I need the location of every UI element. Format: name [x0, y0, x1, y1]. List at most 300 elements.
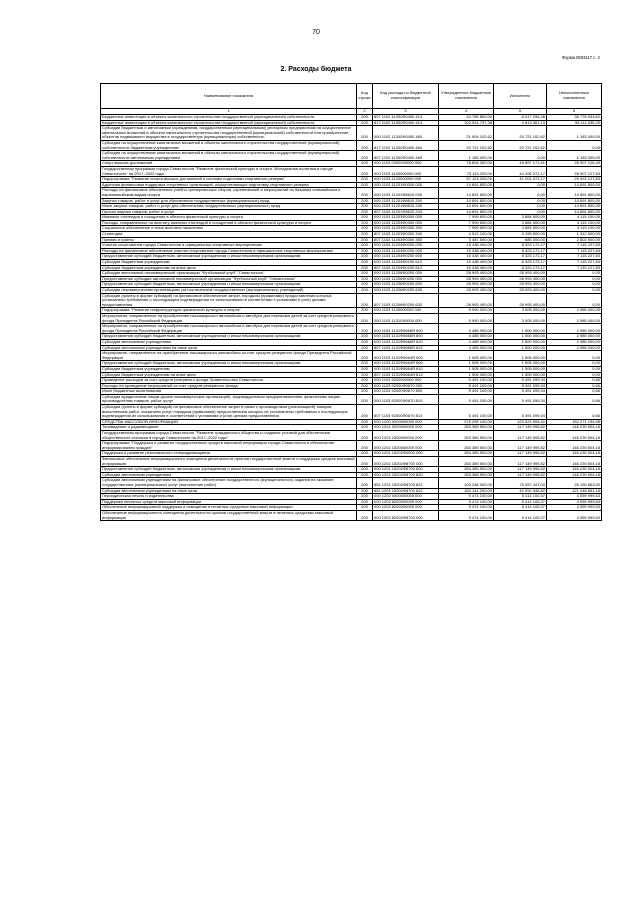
- row-approved: 14 691 800,00: [439, 188, 494, 198]
- row-line-code: 200: [357, 140, 373, 150]
- row-name: Финансовое обеспечение информационного освещения деятельности органов государственной власти и поддержка средств массовой информации: [102, 456, 355, 466]
- row-unexecuted: 146 239 504,18: [547, 441, 602, 451]
- row-line-code: 200: [357, 198, 373, 204]
- table-row: [101, 140, 602, 150]
- row-line-code: 200: [357, 366, 373, 372]
- row-line-code: 200: [357, 467, 373, 473]
- row-classification-code: 000 1202 0000000000 000: [373, 494, 439, 500]
- row-classification-code: 807 1103 11203Ф0300 350: [373, 237, 439, 243]
- row-executed: 0,00: [494, 182, 547, 188]
- table-row: [101, 313, 602, 323]
- row-line-code: 200: [357, 254, 373, 260]
- row-classification-code: 807 1102 11302Ф0400 465: [373, 151, 439, 161]
- row-classification-code: 000 1103 9200000000 000: [373, 378, 439, 384]
- row-approved: 5 491 100,00: [439, 389, 494, 395]
- row-unexecuted: 0,00: [547, 361, 602, 367]
- row-approved: 20 721 102,62: [439, 140, 494, 150]
- row-executed: 0,00: [494, 204, 547, 210]
- row-classification-code: 000 1103 92000Ф0670 810: [373, 394, 439, 404]
- row-executed: 117 149 995,82: [494, 431, 547, 441]
- row-executed: 1 500 000,00: [494, 334, 547, 340]
- row-executed: 4 813 361,13: [494, 120, 547, 126]
- row-approved: 263 389 500,00: [439, 472, 494, 478]
- row-name: Субсидии бюджетным и автономным учреждениям, государственным (муниципальным) унитарным предприятиям на осуществление капитальных вложений в объекты капитального строительства государственной (муниципальной) собственности или приобретение объектов недвижимого имущества в государственную (муниципальную) собственность: [101, 126, 357, 141]
- row-approved: 1 505 000,00: [439, 372, 494, 378]
- row-executed: 8 017 256,38: [494, 115, 547, 121]
- row-approved: 100 248 300,00: [439, 478, 494, 488]
- row-classification-code: 807 1103 1131Ф5664Я 612: [373, 372, 439, 378]
- row-unexecuted: 0,66: [547, 405, 602, 420]
- header-executed: Исполнено: [494, 84, 547, 109]
- row-line-code: 200: [357, 457, 373, 467]
- row-line-code: 200: [357, 120, 373, 126]
- row-unexecuted: 0,00: [547, 140, 602, 150]
- row-classification-code: 000 1103 1131Ф5664Я 600: [373, 361, 439, 367]
- row-line-code: 200: [357, 204, 373, 210]
- table-body: [101, 115, 602, 521]
- row-executed: 1 505 000,00: [494, 372, 547, 378]
- row-line-code: 200: [357, 441, 373, 451]
- row-classification-code: 000 1103 11204Ф0000 000: [373, 243, 439, 249]
- row-unexecuted: 146 239 504,18: [547, 472, 602, 478]
- row-approved: 14 691 800,00: [439, 182, 494, 188]
- row-name: Адресная финансовая поддержка спортивных организаций, осуществляющих подготовку спортивного резерва: [101, 182, 357, 188]
- row-executed: 8 323 172,17: [494, 265, 547, 271]
- table-row: [101, 478, 602, 488]
- row-executed: 5 491 099,34: [494, 378, 547, 384]
- row-approved: 263 389 500,00: [439, 467, 494, 473]
- row-name: Обеспечение информационного освещения деятельности органов государственной власти в печатных средствах массовой информации: [101, 510, 357, 520]
- row-approved: 9 474 100,00: [439, 510, 494, 520]
- row-classification-code: 807 1103 92000Ф0670 813: [373, 405, 439, 420]
- row-name: Подпрограмма "Поддержка и развитие государственных средств массовой информации города Севастополя и обеспечение информирования граждан": [101, 441, 357, 451]
- row-executed: 1 500 000,00: [494, 324, 547, 334]
- row-line-code: 200: [357, 215, 373, 221]
- row-line-code: 200: [357, 499, 373, 505]
- row-approved: 14 691 800,00: [439, 204, 494, 210]
- row-line-code: 200: [357, 248, 373, 254]
- row-name: Субсидии юридическим лицам (кроме некоммерческих организаций), индивидуальным предпринимателям, физическим лицам - производителям товаров, работ, услуг: [101, 394, 357, 404]
- row-approved: 28 993 400,00: [439, 293, 494, 308]
- row-name: Обеспечение информационной поддержки и освещение в печатных средствах массовой информации: [101, 505, 357, 511]
- row-line-code: 200: [357, 151, 373, 161]
- row-approved: 263 389 500,00: [439, 451, 494, 457]
- row-approved: 4 512 100,00: [439, 232, 494, 238]
- row-classification-code: 000 1103 1131Ф5666Я 600: [373, 334, 439, 340]
- row-name: Проведение расходов за счет средств резервного фонда Правительства Севастополя: [101, 378, 357, 384]
- header-index: 3: [373, 109, 439, 115]
- row-classification-code: 000 1103 1131Ф5666Я 620: [373, 339, 439, 345]
- row-executed: 75 057 447,00: [494, 478, 547, 488]
- row-executed: 5 491 099,34: [494, 389, 547, 395]
- row-name: Субсидии автономным учреждениям на иные цели: [101, 488, 357, 494]
- row-classification-code: 000 1103 11206Ф0200 000: [373, 276, 439, 282]
- form-label: Форма 0503117 с. 2: [561, 55, 600, 60]
- row-line-code: 200: [357, 271, 373, 277]
- row-name: Расходы на финансовое обеспечение учебно-тренировочных сборов, соревнований и мероприятий по базовым олимпийским и паралимпийским видам спорта: [101, 188, 357, 198]
- row-classification-code: 000 1103 11204Ф0200 000: [373, 248, 439, 254]
- row-name: Субсидии автономным учреждениям: [101, 339, 357, 345]
- row-line-code: 200: [357, 431, 373, 441]
- row-line-code: 200: [357, 276, 373, 282]
- row-approved: 14 691 800,00: [439, 198, 494, 204]
- row-executed: 117 149 995,82: [494, 472, 547, 478]
- table-header: [101, 84, 602, 115]
- row-executed: 44 206 072,17: [494, 166, 547, 176]
- row-unexecuted: 146 239 504,18: [547, 431, 602, 441]
- header-line-code: Код строки: [357, 84, 373, 109]
- row-classification-code: 000 1103 1131Ф5666Я 000: [373, 324, 439, 334]
- row-line-code: 200: [357, 339, 373, 345]
- row-unexecuted: 28 907 128,49: [547, 161, 602, 167]
- row-approved: 263 389 500,00: [439, 431, 494, 441]
- row-unexecuted: 146 239 504,18: [547, 451, 602, 457]
- row-unexecuted: 2 985 000,00: [547, 345, 602, 351]
- row-executed: 3 884 500,00: [494, 215, 547, 221]
- row-line-code: 200: [357, 237, 373, 243]
- row-line-code: 200: [357, 324, 373, 334]
- table-row: [101, 457, 602, 467]
- row-approved: 7 999 600,00: [439, 220, 494, 226]
- row-classification-code: 817 1102 11302Ф0400 414: [373, 120, 439, 126]
- row-executed: 0,00: [494, 151, 547, 161]
- row-approved: 28 993 400,00: [439, 276, 494, 282]
- row-executed: 117 149 995,82: [494, 451, 547, 457]
- row-approved: 15 438 400,00: [439, 260, 494, 266]
- row-name: Субсидии (гранты в форме субсидий) на финансовое обеспечение затрат, порядком (правилами) предоставления которых установлено требование о последующем подтверждении их использования в соответствии с условиями и (или) целями предоставления: [101, 293, 357, 308]
- row-executed: 1 500 000,00: [494, 339, 547, 345]
- row-name: Расходы, направленные на выплату именных стипендий и поощрений в области физической культуры и спорта: [101, 220, 357, 226]
- row-name: Субсидии автономным учреждениям: [101, 472, 357, 478]
- row-executed: 28 993 400,00: [494, 293, 547, 308]
- row-approved: 5 990 000,00: [439, 308, 494, 314]
- row-executed: 117 149 995,82: [494, 467, 547, 473]
- row-classification-code: 817 1102 11302Ф0400 464: [373, 140, 439, 150]
- table-row: [101, 510, 602, 520]
- row-executed: 685 000,00: [494, 237, 547, 243]
- row-approved: 1 183 000,00: [439, 151, 494, 161]
- row-executed: 117 149 995,82: [494, 425, 547, 431]
- row-unexecuted: 7 115 227,83: [547, 254, 602, 260]
- row-unexecuted: 14 691 800,00: [547, 188, 602, 198]
- row-name: Бюджетные инвестиции в объекты капитального строительства государственной (муниципальной) собственности: [101, 115, 357, 121]
- header-index: 1: [101, 109, 357, 115]
- row-unexecuted: 4 059 999,63: [547, 499, 602, 505]
- row-name: Субсидии на осуществление капитальных вложений в объекты капитального строительства государственной (муниципальной) собственности автономным учреждениям: [101, 151, 357, 161]
- row-classification-code: 000 1201 1520000000 000: [373, 441, 439, 451]
- page-number: 70: [312, 29, 320, 36]
- row-line-code: 200: [357, 451, 373, 457]
- row-name: Субсидии бюджетным учреждениям: [101, 260, 357, 266]
- row-line-code: 200: [357, 505, 373, 511]
- row-classification-code: 000 1103 92000Ф0670 000: [373, 383, 439, 389]
- row-approved: 3 487 500,00: [439, 237, 494, 243]
- row-approved: 1 505 000,00: [439, 361, 494, 367]
- row-name: Субсидии автономным учреждениям на иные цели: [101, 345, 357, 351]
- row-classification-code: 000 1103 1131Ф5664Я 000: [373, 351, 439, 361]
- row-name: Закупка товаров, работ и услуг для обеспечения государственных (муниципальных) нужд: [101, 198, 357, 204]
- row-classification-code: 000 1202 8200000000 000: [373, 499, 439, 505]
- row-classification-code: 000 1201 15202Ф8700 620: [373, 472, 439, 478]
- row-classification-code: 807 1103 11203Ф0300 340: [373, 232, 439, 238]
- row-line-code: 200: [357, 510, 373, 520]
- row-classification-code: 000 1103 11201Ф0000 000: [373, 182, 439, 188]
- table-row: [101, 166, 602, 176]
- row-unexecuted: 0,66: [547, 383, 602, 389]
- row-name: Стипендии: [101, 232, 357, 238]
- row-name: Предоставление субсидий бюджетным, автономным учреждениям и иным некоммерческим организациям: [101, 334, 357, 340]
- row-executed: 5 414 100,37: [494, 505, 547, 511]
- row-executed: 28 993 400,00: [494, 276, 547, 282]
- row-name: Прочая закупка товаров, работ и услуг: [101, 209, 357, 215]
- row-executed: 123 023 905,42: [494, 419, 547, 425]
- row-unexecuted: 4 115 100,00: [547, 220, 602, 226]
- row-approved: 263 389 500,00: [439, 441, 494, 451]
- header-name: Наименование показателя: [101, 84, 357, 109]
- row-executed: 28 993 400,00: [494, 271, 547, 277]
- row-line-code: 200: [357, 372, 373, 378]
- row-unexecuted: 146 239 504,18: [547, 457, 602, 467]
- row-name: СРЕДСТВА МАССОВОЙ ИНФОРМАЦИИ: [101, 419, 357, 425]
- row-name: Поддержка печатных средств массовой информации: [101, 499, 357, 505]
- row-executed: 8 323 172,17: [494, 248, 547, 254]
- row-unexecuted: 14 691 800,00: [547, 198, 602, 204]
- table-row: [101, 293, 602, 308]
- row-classification-code: 000 1201 15202Ф8700 600: [373, 467, 439, 473]
- row-name: Бюджетные инвестиции в объекты капитального строительства государственной (муниципальной) собственности: [101, 120, 357, 126]
- row-line-code: 200: [357, 425, 373, 431]
- row-classification-code: 000 1102 11302Ф0400 460: [373, 126, 439, 141]
- row-line-code: 200: [357, 419, 373, 425]
- row-executed: 0,00: [494, 188, 547, 198]
- row-classification-code: 000 1200 0000000000 000: [373, 419, 439, 425]
- row-unexecuted: 7 115 227,83: [547, 248, 602, 254]
- row-classification-code: 851 1201 15202Ф8700 621: [373, 478, 439, 488]
- header-index: 4: [439, 109, 494, 115]
- table-row: [101, 394, 602, 404]
- row-executed: 117 149 995,82: [494, 457, 547, 467]
- header-approved: Утвержденные бюджетные назначения: [439, 84, 494, 109]
- row-unexecuted: 2 802 500,00: [547, 237, 602, 243]
- row-classification-code: 000 1103 11201Ф8610 200: [373, 198, 439, 204]
- table-row: [101, 405, 602, 420]
- row-name: Премии и гранты: [101, 237, 357, 243]
- row-classification-code: 000 1103 11201Ф8610 000: [373, 188, 439, 198]
- row-unexecuted: 36 778 543,62: [547, 115, 602, 121]
- row-unexecuted: 14 691 800,00: [547, 182, 602, 188]
- row-unexecuted: 0,66: [547, 389, 602, 395]
- row-name: Мероприятия, направленные на приобретение пассажирского автомобиля и автобуса для перевозки детей за счет средств резервного фонда Президента Российской Федерации: [101, 313, 357, 323]
- row-unexecuted: 2 985 000,00: [547, 334, 602, 340]
- row-executed: 0,00: [494, 198, 547, 204]
- row-line-code: 200: [357, 394, 373, 404]
- row-name: Периодическая печать и издательства: [101, 494, 357, 500]
- row-unexecuted: 0,00: [547, 276, 602, 282]
- row-name: Субсидии (гранты в форме субсидий) на финансовое обеспечение затрат в связи с производством (реализацией) товаров, выполнением работ, оказанием услуг, порядком (правилами) предоставления которых не установлены требования о последующем подтверждении их использования в соответствии с условиями и (или) целями предоставления: [101, 405, 357, 420]
- row-executed: 28 993 400,00: [494, 282, 547, 288]
- row-unexecuted: 25 922 127,83: [547, 177, 602, 183]
- row-unexecuted: 0,00: [547, 271, 602, 277]
- row-name: Телевидение и радиовещание: [101, 425, 357, 431]
- section-title: 2. Расходы бюджета: [280, 66, 352, 73]
- row-executed: 20 721 102,62: [494, 126, 547, 141]
- row-approved: 44 795 800,00: [439, 115, 494, 121]
- row-approved: 1 505 000,00: [439, 366, 494, 372]
- row-name: Поддержка и развитие регионального телерадиовещания: [101, 451, 357, 457]
- row-approved: 21 904 102,62: [439, 126, 494, 141]
- row-classification-code: 000 1103 11206Ф0200 600: [373, 282, 439, 288]
- row-unexecuted: 7 115 227,83: [547, 243, 602, 249]
- row-executed: 41 201 072,17: [494, 177, 547, 183]
- row-executed: 1 505 000,00: [494, 351, 547, 361]
- header-index: 5: [494, 109, 547, 115]
- row-approved: 7 999 600,00: [439, 215, 494, 221]
- row-approved: 163 141 200,00: [439, 488, 494, 494]
- row-approved: 4 485 000,00: [439, 345, 494, 351]
- row-classification-code: 000 1103 1131Ф5664Я 610: [373, 366, 439, 372]
- row-name: Иные закупки товаров, работ и услуг для обеспечения государственных (муниципальных) нужд: [101, 204, 357, 210]
- row-line-code: 200: [357, 220, 373, 226]
- row-unexecuted: 4 059 999,63: [547, 494, 602, 500]
- row-classification-code: 000 1103 11203Ф0300 000: [373, 220, 439, 226]
- row-line-code: 200: [357, 389, 373, 395]
- row-classification-code: 000 1201 1500000000 000: [373, 431, 439, 441]
- row-name: Субсидии некоммерческим организациям (за исключением государственных (муниципальных) учреждений): [101, 288, 357, 294]
- row-unexecuted: 14 691 800,00: [547, 209, 602, 215]
- row-classification-code: 000 1103 11203Ф0300 300: [373, 226, 439, 232]
- row-classification-code: 000 1201 15202Ф0000 000: [373, 451, 439, 457]
- row-line-code: 200: [357, 405, 373, 420]
- row-name: Предоставление субсидий бюджетным, автономным учреждениям и иным некоммерческим организациям: [101, 254, 357, 260]
- row-unexecuted: 4 115 100,00: [547, 226, 602, 232]
- row-unexecuted: 0,00: [547, 351, 602, 361]
- row-unexecuted: 152 271 194,58: [547, 419, 602, 425]
- row-unexecuted: 7 115 227,83: [547, 260, 602, 266]
- row-executed: 3 005 000,00: [494, 313, 547, 323]
- row-executed: 3 005 000,00: [494, 308, 547, 314]
- row-executed: 117 149 995,82: [494, 441, 547, 451]
- row-name: Субсидии на осуществление капитальных вложений в объекты капитального строительства государственной (муниципальной) собственности бюджетным учреждениям: [101, 140, 357, 150]
- row-name: Предоставление субсидий бюджетным, автономным учреждениям и иным некоммерческим организациям: [101, 467, 357, 473]
- row-unexecuted: 0,66: [547, 394, 602, 404]
- row-unexecuted: 4 115 100,00: [547, 215, 602, 221]
- row-line-code: 200: [357, 166, 373, 176]
- row-classification-code: 807 1102 11302Ф0400 414: [373, 115, 439, 121]
- row-executed: 3 199 500,00: [494, 232, 547, 238]
- row-approved: 28 993 400,00: [439, 288, 494, 294]
- row-line-code: 200: [357, 115, 373, 121]
- row-approved: 4 485 000,00: [439, 324, 494, 334]
- row-unexecuted: 14 691 800,00: [547, 204, 602, 210]
- row-name: Участие спортсменов города Севастополя в официальных спортивных мероприятиях: [101, 243, 357, 249]
- row-unexecuted: 0,00: [547, 293, 602, 308]
- row-approved: 15 438 400,00: [439, 254, 494, 260]
- row-line-code: 200: [357, 177, 373, 183]
- row-classification-code: 851 1201 15202Ф8700 622: [373, 488, 439, 494]
- row-name: Предоставление субсидий бюджетным, автономным учреждениям и иным некоммерческим организациям: [101, 361, 357, 367]
- row-name: Государственная программа города Севастополя "Развитие гражданского общества и создание условий для обеспечения общественного согласия в городе Севастополе на 2017–2022 годы": [101, 431, 357, 441]
- row-approved: 15 438 400,00: [439, 265, 494, 271]
- row-executed: 1 505 000,00: [494, 361, 547, 367]
- table-row: [101, 151, 602, 161]
- row-name: Социальное обеспечение и иные выплаты населению: [101, 226, 357, 232]
- row-classification-code: 000 1103 11204Ф0200 600: [373, 254, 439, 260]
- row-approved: 15 438 400,00: [439, 243, 494, 249]
- expenses-table: [100, 83, 602, 521]
- row-classification-code: 000 1103 11206Ф0200 630: [373, 288, 439, 294]
- row-line-code: 200: [357, 265, 373, 271]
- header-unexecuted: Неисполненные назначения: [547, 84, 602, 109]
- row-unexecuted: 2 985 000,00: [547, 308, 602, 314]
- row-line-code: 200: [357, 313, 373, 323]
- row-unexecuted: 1 312 600,00: [547, 232, 602, 238]
- row-classification-code: 000 1201 0000000000 000: [373, 425, 439, 431]
- row-executed: 49 697 171,51: [494, 161, 547, 167]
- row-unexecuted: 4 059 999,63: [547, 505, 602, 511]
- row-line-code: 200: [357, 260, 373, 266]
- row-executed: 42 092 548,82: [494, 488, 547, 494]
- table-row: [101, 324, 602, 334]
- row-line-code: 200: [357, 494, 373, 500]
- row-unexecuted: 0,00: [547, 372, 602, 378]
- row-unexecuted: 2 985 000,00: [547, 339, 602, 345]
- row-approved: 9 474 100,00: [439, 494, 494, 500]
- row-name: Мероприятие, направленное на приобретение пассажирского автомобиля за счет средств резервного фонда Президента Российской Федерации: [101, 351, 357, 361]
- row-approved: 14 691 800,00: [439, 209, 494, 215]
- row-approved: 5 990 000,00: [439, 313, 494, 323]
- row-executed: 3 884 500,00: [494, 220, 547, 226]
- row-approved: 275 295 100,00: [439, 419, 494, 425]
- row-line-code: 200: [357, 209, 373, 215]
- header-index: 6: [547, 109, 602, 115]
- row-approved: 5 491 100,00: [439, 378, 494, 384]
- row-approved: 15 438 400,00: [439, 248, 494, 254]
- row-unexecuted: 7 115 227,83: [547, 265, 602, 271]
- row-unexecuted: 0,00: [547, 282, 602, 288]
- row-line-code: 200: [357, 232, 373, 238]
- row-classification-code: 000 1103 1100000000 000: [373, 166, 439, 176]
- row-name: Субсидия автономной некоммерческой организации "Футбольный клуб" "Севастополь": [101, 271, 357, 277]
- row-executed: 28 993 400,00: [494, 288, 547, 294]
- table-row: [101, 126, 602, 141]
- header-index: 2: [357, 109, 373, 115]
- row-line-code: 200: [357, 243, 373, 249]
- row-executed: 5 414 100,37: [494, 494, 547, 500]
- row-line-code: 200: [357, 188, 373, 198]
- row-name: Именные стипендии и поощрения в области физической культуры и спорта: [101, 215, 357, 221]
- row-line-code: 200: [357, 334, 373, 340]
- row-classification-code: 000 1103 92000Ф0670 800: [373, 389, 439, 395]
- row-line-code: 200: [357, 472, 373, 478]
- row-classification-code: 000 1103 1130000000 000: [373, 308, 439, 314]
- row-line-code: 200: [357, 383, 373, 389]
- row-unexecuted: 1 183 000,00: [547, 151, 602, 161]
- row-unexecuted: 98 111 436,25: [547, 120, 602, 126]
- row-unexecuted: 146 239 504,18: [547, 467, 602, 473]
- row-name: Субсидии бюджетным учреждениям: [101, 366, 357, 372]
- row-line-code: 200: [357, 345, 373, 351]
- row-unexecuted: 121 048 651,18: [547, 488, 602, 494]
- row-line-code: 200: [357, 161, 373, 167]
- row-classification-code: 000 1103 11201Ф8610 240: [373, 204, 439, 210]
- row-executed: 1 500 000,00: [494, 345, 547, 351]
- row-line-code: 200: [357, 378, 373, 384]
- row-executed: 5 414 100,37: [494, 499, 547, 505]
- row-line-code: 200: [357, 282, 373, 288]
- row-classification-code: 000 1103 11204Ф0200 610: [373, 260, 439, 266]
- row-approved: 1 505 000,00: [439, 351, 494, 361]
- row-unexecuted: 4 059 999,63: [547, 510, 602, 520]
